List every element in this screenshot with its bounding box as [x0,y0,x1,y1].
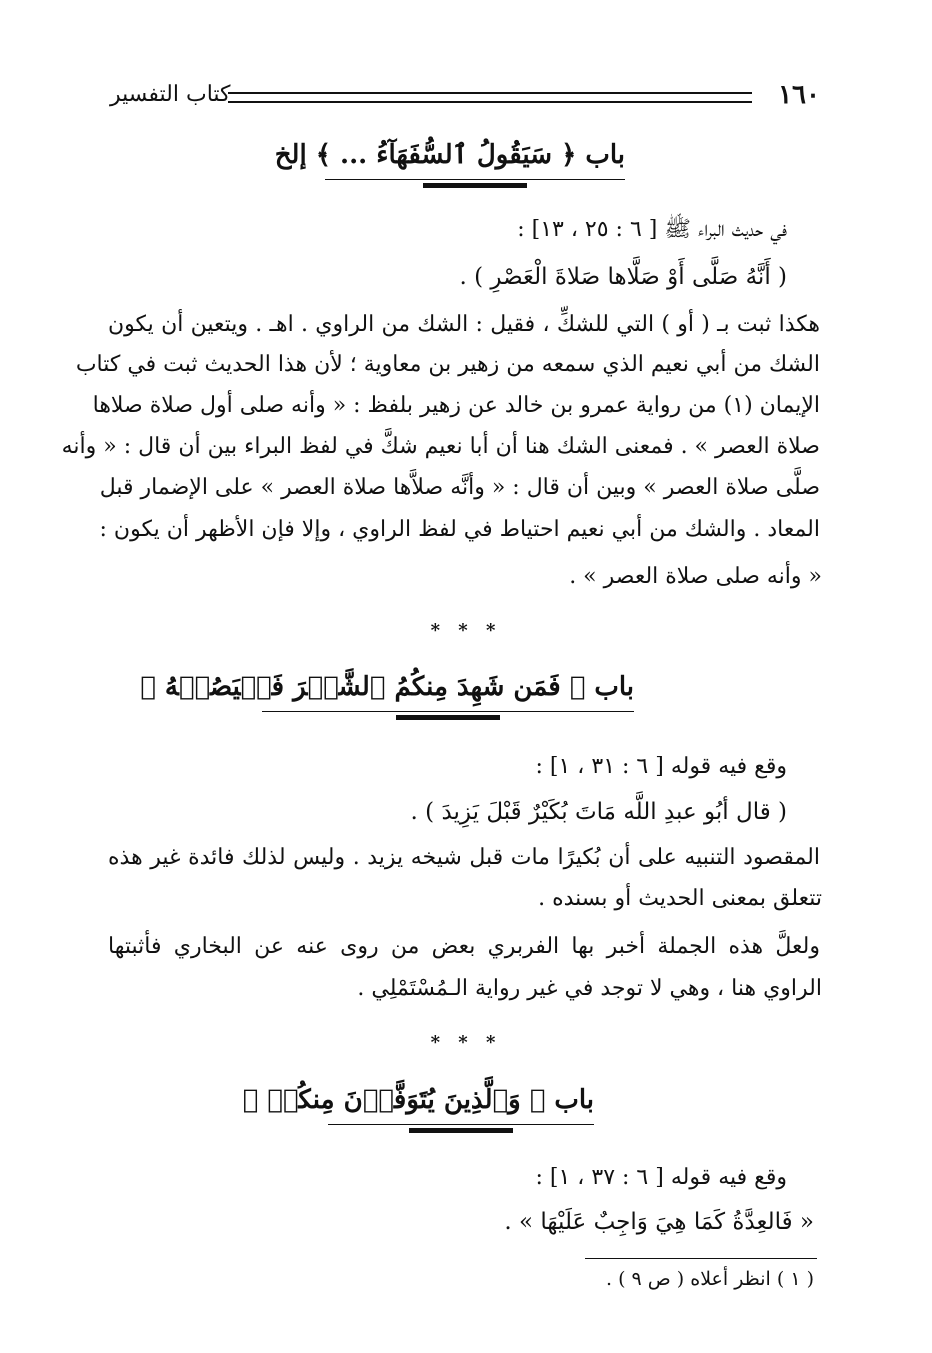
chapter-heading [140,672,634,702]
book-title: كتاب التفسير [110,82,231,107]
text-line: ولعلَّ هذه الجملة أخبر بها الفربري بعض من روى عنه عن البخاري فأثبتها [108,934,820,959]
section-separator: * * * [430,620,502,641]
footnote: ( ١ ) انظر أعلاه ( ص ٩ ) . [606,1268,814,1290]
text-line: صلاة العصر » . فمعنى الشك هنا أن أبا نعيم شكَّ في لفظ البراء بين أن قال : « وأنه [61,434,820,459]
text-line: وقع فيه قوله [ ٦ : ٣٧ ، ١] : [535,1165,787,1190]
section-separator: * * * [430,1032,502,1053]
chapter-heading-text: باب ﴿ وَٱلَّذِينَ يُتَوَفَّوۡنَ مِنكُمۡ ﴾ [242,1085,594,1115]
footnote-rule [585,1258,817,1259]
chapter-heading-text: باب ﴿ سَيَقُولُ ٱلسُّفَهَآءُ ... ﴾ إلخ [274,140,625,170]
text-line: صلَّى صلاة العصر » وبين أن قال : « وأنَّه صلاَّها صلاة العصر » على الإضمار قبل [99,475,820,500]
chapter-heading [242,1085,594,1115]
text-line: الراوي هنا ، وهي لا توجد في غير رواية الـمُسْتَمْلِي . [357,976,822,1001]
chapter-heading-text: باب ﴿ فَمَن شَهِدَ مِنكُمُ ٱلشَّهۡرَ فَلۡيَصُمۡهُ ﴾ [140,672,634,702]
text-line: وقع فيه قوله [ ٦ : ٣١ ، ١] : [535,754,787,779]
text-line: المقصود التنبيه على أن بُكيرًا مات قبل شيخه يزيد . وليس لذلك فائدة غير هذه [108,845,820,870]
header-double-rule [228,92,752,103]
text-line: الشك من أبي نعيم الذي سمعه من زهير بن معاوية ؛ لأن هذا الحديث ثبت في كتاب [75,352,820,377]
page-number: ١٦٠ [778,80,820,110]
text-line: هكذا ثبت بـ ( أو ) التي للشكِّ ، فقيل : الشك من الراوي . اهـ . ويتعين أن يكون [108,312,820,337]
quote-line: ( قال أبُو عبدِ اللَّه مَاتَ بُكَيْرٌ قَبْلَ يَزِيدَ ) . [410,799,787,825]
text-line: الإيمان (١) من رواية عمرو بن خالد عن زهير بلفظ : « وأنه صلى أول صلاة صلاها [92,393,820,418]
text-line: في حديث البراء ﷺ [ ٦ : ٢٥ ، ١٣] : [517,217,787,242]
text-line: « وأنه صلى صلاة العصر » . [569,564,822,589]
heading-underline [262,711,634,712]
heading-bar [423,183,527,188]
text-line: تتعلق بمعنى الحديث أو بسنده . [538,886,822,911]
text-line: المعاد . والشك من أبي نعيم احتياط في لفظ الراوي ، وإلا فإن الأظهر أن يكون : [99,517,820,542]
chapter-heading [274,140,625,170]
running-header [110,78,820,118]
quote-line: ( أَنَّهُ صَلَّى أَوْ صَلَّاها صَلاةَ الْعَصْرِ ) . [459,264,787,290]
heading-underline [325,179,625,180]
heading-bar [396,715,500,720]
heading-underline [328,1124,594,1125]
quote-line: « فَالعِدَّةُ كَمَا هِيَ وَاجِبٌ عَلَيْهَا » . [504,1209,814,1235]
heading-bar [409,1128,513,1133]
